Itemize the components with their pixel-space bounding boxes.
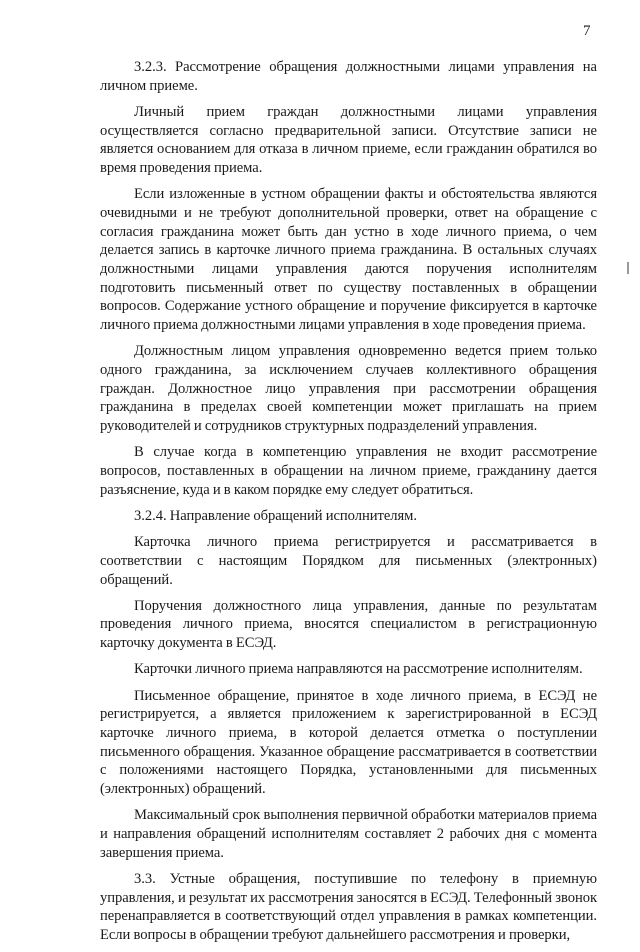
document-body <box>100 58 597 952</box>
paragraph: В случае когда в компетенцию управления не входит рассмотрение вопросов, поставленных в обращении на личном приеме, гражданину дается разъяснение, куда и в каком порядке ему следует обратиться. <box>100 444 597 498</box>
paragraph: Максимальный срок выполнения первичной обработки материалов приема и направления обращений исполнителям составляет 2 рабочих дня с момента завершения приема. <box>100 807 597 861</box>
paragraph: Карточки личного приема направляются на рассмотрение исполнителям. <box>134 661 583 678</box>
scan-margin-mark <box>627 262 629 274</box>
page-number: 7 <box>583 23 591 39</box>
section-paragraph-3-3: 3.3. Устные обращения, поступившие по телефону в приемную управления, и результат их рассмотрения заносятся в ЕСЭД. Телефонный звонок перенаправляется в соответствующий отдел управления в рамках компетенции. Если вопросы в обращении требуют дальнейшего рассмотрения и проверки, <box>100 870 597 944</box>
paragraph: Личный прием граждан должностными лицами управления осуществляется согласно предварительной записи. Отсутствие записи не является основанием для отказа в личном приеме, если гражданин обратился во время проведения приема. <box>100 103 597 177</box>
paragraph: Поручения должностного лица управления, данные по результатам проведения личного приема, вносятся специалистом в регистрационную карточку документа в ЕСЭД. <box>100 597 597 652</box>
section-heading-3-2-4: 3.2.4. Направление обращений исполнителям. <box>134 507 417 524</box>
paragraph: Должностным лицом управления одновременно ведется прием только одного гражданина, за исключением случаев коллективного обращения граждан. Должностное лицо управления при рассмотрении обращения гражданина в пределах своей компетенции может приглашать на прием руководителей и сотрудников структурных подразделений управления. <box>100 343 597 435</box>
section-heading-3-2-3: 3.2.3. Рассмотрение обращения должностными лицами управления на личном приеме. <box>100 59 597 94</box>
paragraph: Если изложенные в устном обращении факты и обстоятельства являются очевидными и не требуют дополнительной проверки, ответ на обращение с согласия гражданина может быть дан устно в ходе личного приема, о чем делается запись в карточке личного приема гражданина. В остальных случаях должностными лицами управления даются поручения исполнителям подготовить письменный ответ по существу поставленных в обращении вопросов. Содержание устного обращение и поручение фиксируется в карточке личного приема должностными лицами управления в ходе проведения приема. <box>100 186 597 334</box>
paragraph: Письменное обращение, принятое в ходе личного приема, в ЕСЭД не регистрируется, а является приложением к зарегистрированной в ЕСЭД карточке личного приема, в которой делается отметка о поступлении письменного обращения. Указанное обращение рассматривается в соответствии с положениями настоящего Порядка, установленными для письменных (электронных) обращений. <box>100 687 597 798</box>
paragraph: Карточка личного приема регистрируется и рассматривается в соответствии с настоящим Порядком для письменных (электронных) обращений. <box>100 534 597 588</box>
